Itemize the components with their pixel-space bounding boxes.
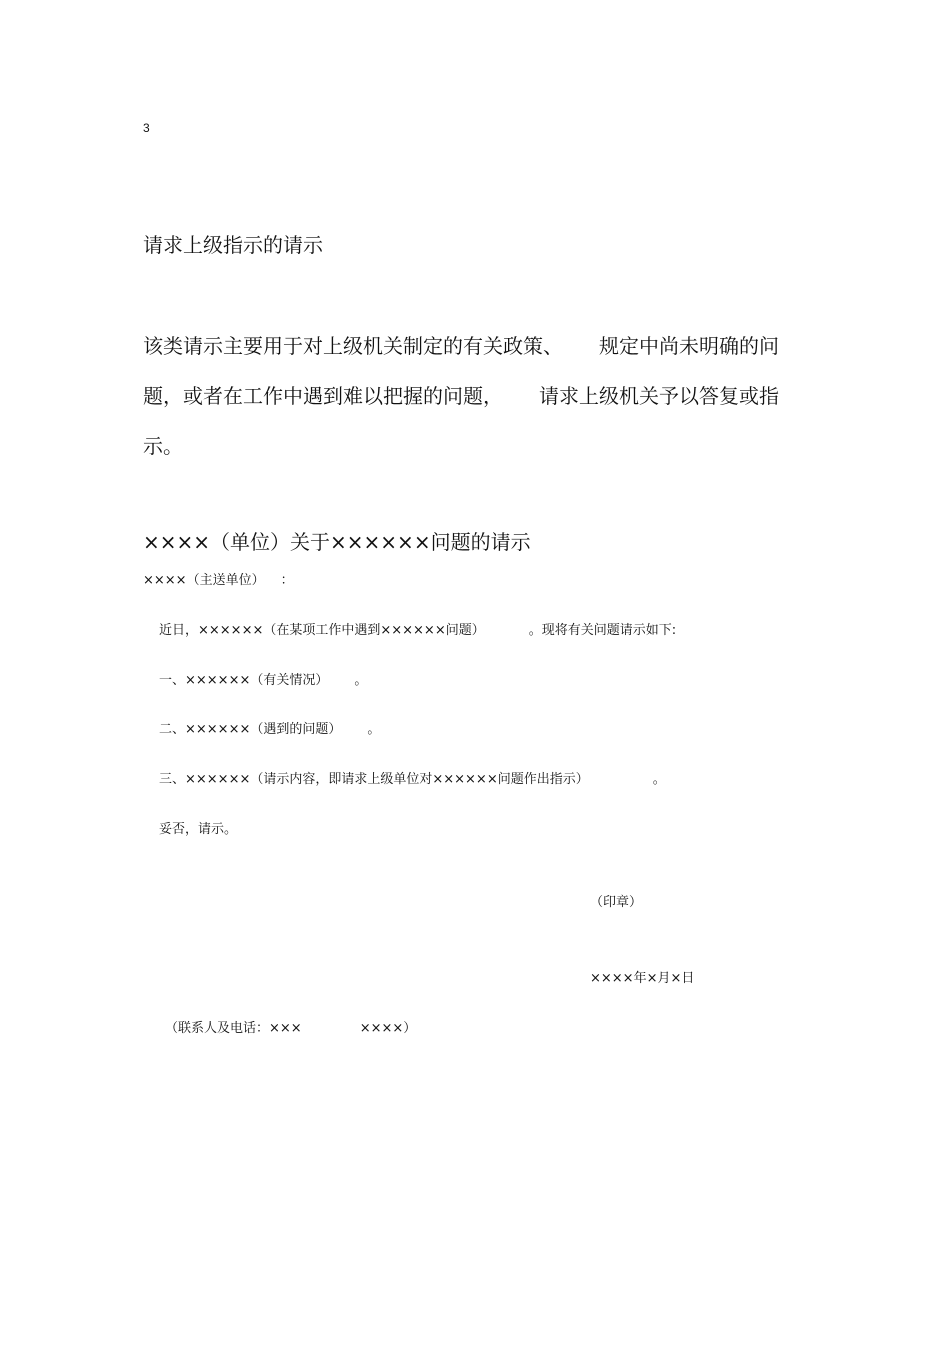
intro-line-2-part-a: 题，或者在工作中遇到难以把握的问题， bbox=[143, 384, 503, 408]
page-number: 3 bbox=[143, 121, 150, 135]
intro-line-1 bbox=[143, 321, 803, 371]
contact-line bbox=[165, 1017, 416, 1036]
date-line: ××××年×月×日 bbox=[590, 971, 695, 986]
intro-line-3 bbox=[143, 421, 803, 471]
item-2-text: 二、××××××（遇到的问题） bbox=[159, 722, 342, 737]
seal-placeholder: （印章） bbox=[590, 895, 643, 910]
template-title: ××××（单位）关于××××××问题的请示 bbox=[143, 530, 531, 554]
contact-part-a: （联系人及电话：××× bbox=[165, 1021, 302, 1036]
intro-paragraph bbox=[143, 321, 803, 471]
intro-line-2-part-b: 请求上级机关予以答复或指 bbox=[539, 384, 779, 408]
item-1-end: 。 bbox=[354, 673, 368, 688]
intro-line-1-part-a: 该类请示主要用于对上级机关制定的有关政策、 bbox=[143, 334, 563, 358]
intro-line-3-text: 示。 bbox=[143, 434, 183, 458]
intro-line-2 bbox=[143, 371, 803, 421]
section-heading: 请求上级指示的请示 bbox=[143, 233, 323, 257]
addressee bbox=[143, 569, 294, 588]
item-3-end: 。 bbox=[652, 772, 666, 787]
item-2-end: 。 bbox=[367, 722, 381, 737]
contact-part-b: ××××） bbox=[359, 1021, 417, 1036]
item-1 bbox=[159, 669, 367, 688]
opening-part-a: 近日，××××××（在某项工作中遇到××××××问题） bbox=[159, 623, 485, 638]
addressee-text: ××××（主送单位） bbox=[143, 573, 265, 588]
intro-line-1-part-b: 规定中尚未明确的问 bbox=[599, 334, 779, 358]
item-1-text: 一、××××××（有关情况） bbox=[159, 673, 329, 688]
addressee-colon: ： bbox=[280, 573, 294, 588]
item-2 bbox=[159, 718, 380, 737]
closing-line: 妥否，请示。 bbox=[159, 822, 238, 837]
opening-paragraph bbox=[159, 619, 676, 638]
opening-part-b: 。现将有关问题请示如下: bbox=[528, 623, 677, 638]
item-3-text: 三、××××××（请示内容，即请求上级单位对××××××问题作出指示） bbox=[159, 772, 589, 787]
item-3 bbox=[159, 768, 666, 787]
